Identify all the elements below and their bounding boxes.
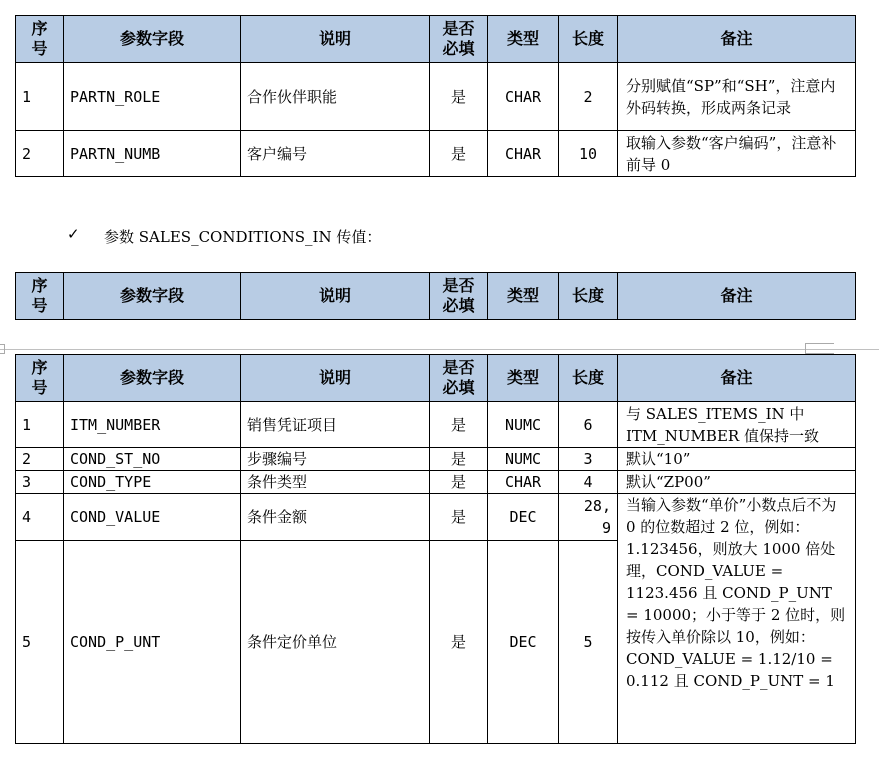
row-length: 28, 9: [559, 494, 618, 541]
header-type: 类型: [488, 16, 559, 63]
row-length: 6: [559, 402, 618, 448]
conditions-table-header: [15, 272, 856, 320]
header-field: 参数字段: [64, 273, 241, 320]
row-field: COND_P_UNT: [64, 541, 241, 744]
header-length: 长度: [559, 16, 618, 63]
header-type: 类型: [488, 355, 559, 402]
row-type: CHAR: [488, 471, 559, 494]
header-desc: 说明: [241, 16, 430, 63]
row-required: 是: [430, 494, 488, 541]
header-required: 是否 必填: [430, 273, 488, 320]
row-length: 10: [559, 131, 618, 177]
row-required: 是: [430, 448, 488, 471]
row-no: 1: [16, 63, 64, 131]
row-type: DEC: [488, 541, 559, 744]
header-desc: 说明: [241, 355, 430, 402]
row-field: ITM_NUMBER: [64, 402, 241, 448]
row-no: 2: [16, 448, 64, 471]
row-desc: 条件定价单位: [241, 541, 430, 744]
header-desc: 说明: [241, 273, 430, 320]
row-length: 4: [559, 471, 618, 494]
row-type: NUMC: [488, 448, 559, 471]
row-length: 3: [559, 448, 618, 471]
row-note: 与 SALES_ITEMS_IN 中 ITM_NUMBER 值保持一致: [618, 402, 856, 448]
row-note: 分别赋值“SP”和“SH”，注意内外码转换，形成两条记录: [618, 63, 856, 131]
table-row: [16, 494, 856, 541]
row-desc: 条件类型: [241, 471, 430, 494]
row-required: 是: [430, 541, 488, 744]
row-length: 2: [559, 63, 618, 131]
row-type: NUMC: [488, 402, 559, 448]
row-field: PARTN_ROLE: [64, 63, 241, 131]
row-desc: 客户编号: [241, 131, 430, 177]
header-length: 长度: [559, 273, 618, 320]
row-desc: 销售凭证项目: [241, 402, 430, 448]
table-row: [16, 402, 856, 448]
row-type: DEC: [488, 494, 559, 541]
header-note: 备注: [618, 273, 856, 320]
row-no: 5: [16, 541, 64, 744]
partner-function-table: [15, 15, 856, 177]
header-row: [16, 273, 856, 320]
row-no: 2: [16, 131, 64, 177]
header-field: 参数字段: [64, 355, 241, 402]
header-row: [16, 16, 856, 63]
row-no: 3: [16, 471, 64, 494]
page-margin-marker-left: [0, 344, 5, 354]
row-length: 5: [559, 541, 618, 744]
header-note: 备注: [618, 355, 856, 402]
header-field: 参数字段: [64, 16, 241, 63]
header-type: 类型: [488, 273, 559, 320]
row-type: CHAR: [488, 63, 559, 131]
row-no: 1: [16, 402, 64, 448]
conditions-table: [15, 354, 856, 744]
header-row: [16, 355, 856, 402]
row-field: COND_VALUE: [64, 494, 241, 541]
section-caption: 参数 SALES_CONDITIONS_IN 传值：: [104, 228, 382, 246]
row-note-merged: 当输入参数“单价”小数点后不为 0 的位数超过 2 位，例如：1.123456，则放大 1000 倍处理，COND_VALUE = 1123.456 且 COND_P_UNT = 10000；小于等于 2 位时，则按传入单价除以 10，例如：COND_VALUE = 1.12/10 = 0.112 且 COND_P_UNT = 1: [618, 494, 856, 744]
row-field: COND_ST_NO: [64, 448, 241, 471]
header-no: 序 号: [16, 355, 64, 402]
page-margin-marker-right: [805, 343, 834, 354]
checkmark-icon: ✓: [67, 225, 80, 243]
header-no: 序 号: [16, 273, 64, 320]
table-row: [16, 63, 856, 131]
header-required: 是否 必填: [430, 16, 488, 63]
row-field: PARTN_NUMB: [64, 131, 241, 177]
row-note: 默认“10”: [618, 448, 856, 471]
header-length: 长度: [559, 355, 618, 402]
row-desc: 条件金额: [241, 494, 430, 541]
row-desc: 步骤编号: [241, 448, 430, 471]
row-note: 默认“ZP00”: [618, 471, 856, 494]
page-break-divider: [0, 349, 879, 350]
row-required: 是: [430, 131, 488, 177]
header-no: 序 号: [16, 16, 64, 63]
row-required: 是: [430, 471, 488, 494]
row-required: 是: [430, 63, 488, 131]
table-row: [16, 471, 856, 494]
row-note: 取输入参数“客户编码”，注意补前导 0: [618, 131, 856, 177]
table-row: [16, 131, 856, 177]
row-type: CHAR: [488, 131, 559, 177]
header-required: 是否 必填: [430, 355, 488, 402]
table-row: [16, 448, 856, 471]
header-note: 备注: [618, 16, 856, 63]
row-no: 4: [16, 494, 64, 541]
row-desc: 合作伙伴职能: [241, 63, 430, 131]
row-field: COND_TYPE: [64, 471, 241, 494]
row-required: 是: [430, 402, 488, 448]
